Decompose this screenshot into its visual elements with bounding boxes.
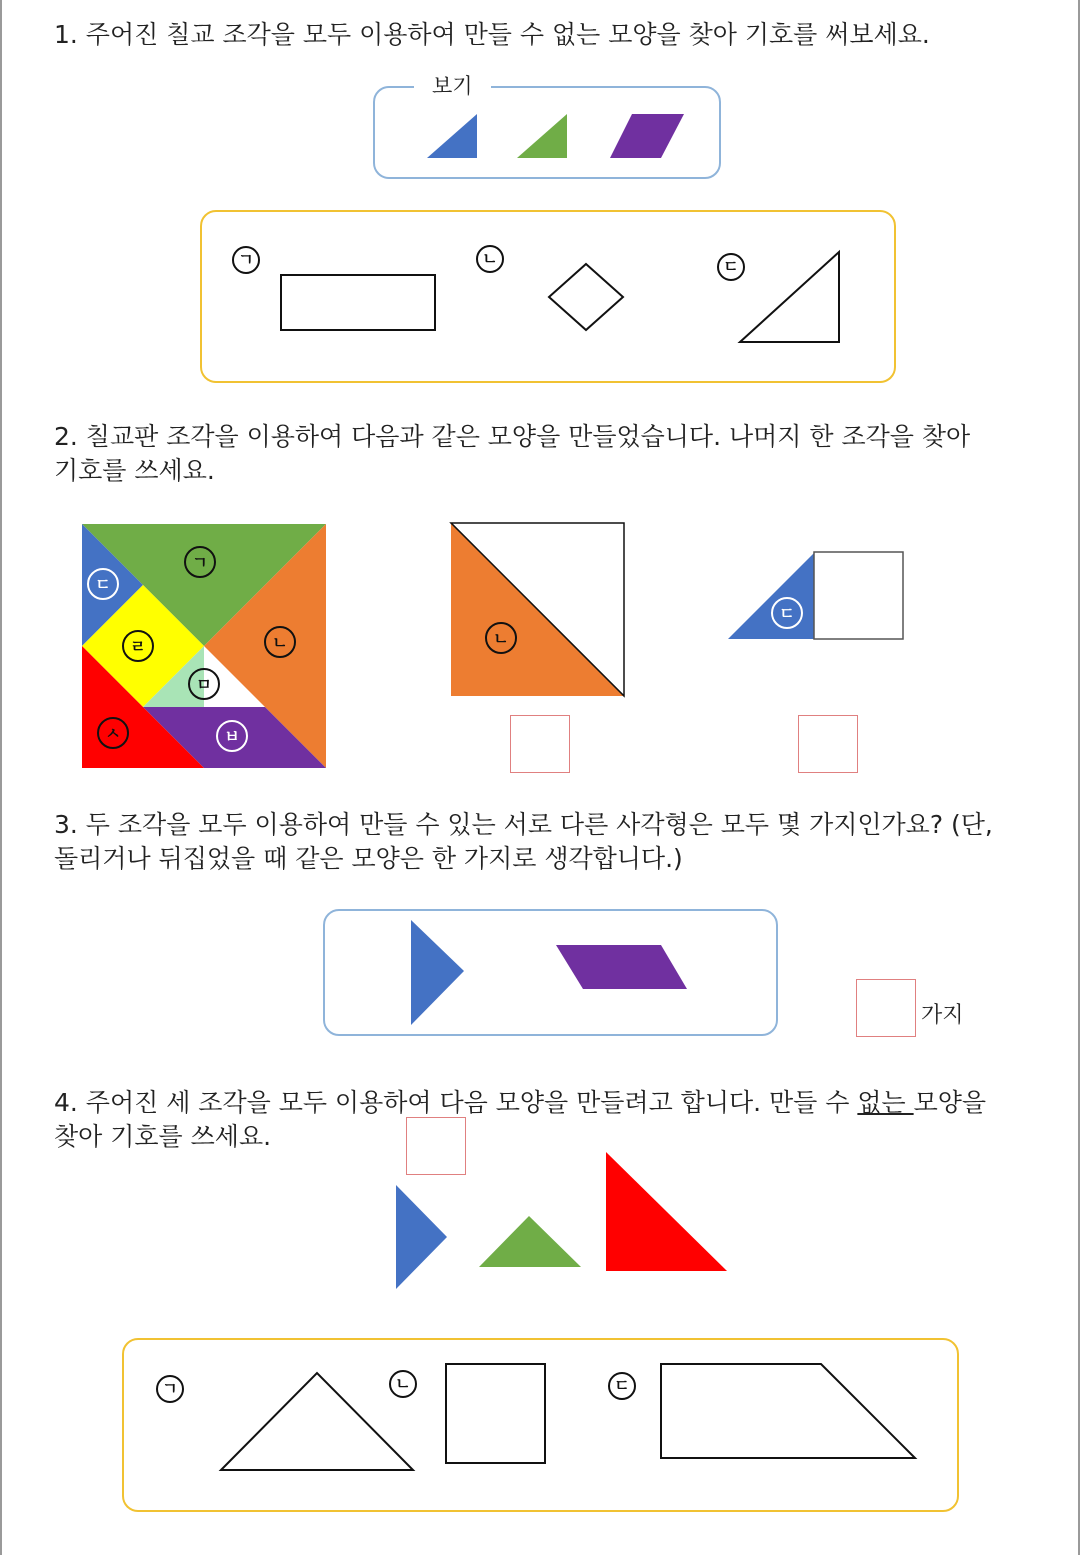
- q2-shape-1: [451, 523, 626, 698]
- rectangle-shape: [280, 274, 436, 332]
- question-3-text-line1: 3. 두 조각을 모두 이용하여 만들 수 있는 서로 다른 사각형은 모두 몇 가지인가요? (단,: [54, 810, 993, 839]
- tangram-label-g: ㅅ: [105, 724, 121, 743]
- question-4-text-line1: [54, 1086, 986, 1120]
- option-marker-digeut: ㄷ: [608, 1372, 636, 1400]
- option-marker-giyeok: ㄱ: [156, 1375, 184, 1403]
- blue-triangle-piece: [411, 920, 464, 1025]
- red-triangle-piece: [606, 1152, 727, 1271]
- tangram-label-c: ㄷ: [95, 575, 111, 594]
- q3-answer-box[interactable]: [856, 979, 916, 1037]
- blue-triangle-piece: [396, 1185, 447, 1289]
- purple-parallelogram-piece: [556, 945, 687, 989]
- question-4-text-line2: 찾아 기호를 쓰세요.: [54, 1122, 272, 1151]
- tangram-label-e: ㅁ: [196, 675, 212, 694]
- example-label: 보기: [414, 72, 491, 100]
- q2-shape-2: [728, 551, 905, 641]
- square-shape: [445, 1363, 547, 1465]
- tangram-square: [82, 524, 326, 768]
- q4-text-underlined: 없는: [857, 1088, 914, 1117]
- tangram-label-a: ㄱ: [192, 553, 208, 572]
- tangram-label-b: ㄴ: [272, 633, 288, 652]
- q4-text-part-1: 4. 주어진 세 조각을 모두 이용하여 다음 모양을 만들려고 합니다. 만들 수: [54, 1088, 858, 1117]
- question-2-text-line1: 2. 칠교판 조각을 이용하여 다음과 같은 모양을 만들었습니다. 나머지 한 조각을 찾아: [54, 422, 971, 451]
- isosceles-triangle-shape: [219, 1371, 415, 1472]
- trapezoid-shape: [659, 1362, 918, 1460]
- option-marker-giyeok: ㄱ: [232, 246, 260, 274]
- example-pieces: [373, 86, 721, 179]
- q3-pieces: [323, 909, 778, 1036]
- q3-unit-label: 가지: [921, 1003, 964, 1028]
- tangram-label-d: ㄹ: [130, 637, 146, 656]
- q2-answer-box-2[interactable]: [798, 715, 858, 773]
- question-3-text-line2: 돌리거나 뒤집었을 때 같은 모양은 한 가지로 생각합니다.): [54, 844, 683, 873]
- q2-shape-1-label: ㄴ: [493, 629, 509, 648]
- green-triangle-piece: [479, 1216, 581, 1267]
- purple-parallelogram-piece: [610, 114, 684, 158]
- diamond-shape: [547, 262, 625, 332]
- q2-answer-box-1[interactable]: [510, 715, 570, 773]
- blue-triangle-piece: [427, 114, 477, 158]
- green-triangle-piece: [517, 114, 567, 158]
- q4-text-part-3: 모양을: [913, 1088, 987, 1117]
- tangram-label-f: ㅂ: [224, 727, 240, 746]
- question-2-text-line2: 기호를 쓰세요.: [54, 456, 215, 485]
- option-marker-digeut: ㄷ: [717, 253, 745, 281]
- option-marker-nieun: ㄴ: [389, 1370, 417, 1398]
- right-triangle-shape: [738, 250, 841, 344]
- q4-pieces: [394, 1150, 728, 1290]
- page-left-edge: [0, 0, 2, 1555]
- question-1-text: 1. 주어진 칠교 조각을 모두 이용하여 만들 수 없는 모양을 찾아 기호를 써보세요.: [54, 20, 930, 49]
- q2-shape-2-label: ㄷ: [779, 604, 795, 623]
- option-marker-nieun: ㄴ: [476, 245, 504, 273]
